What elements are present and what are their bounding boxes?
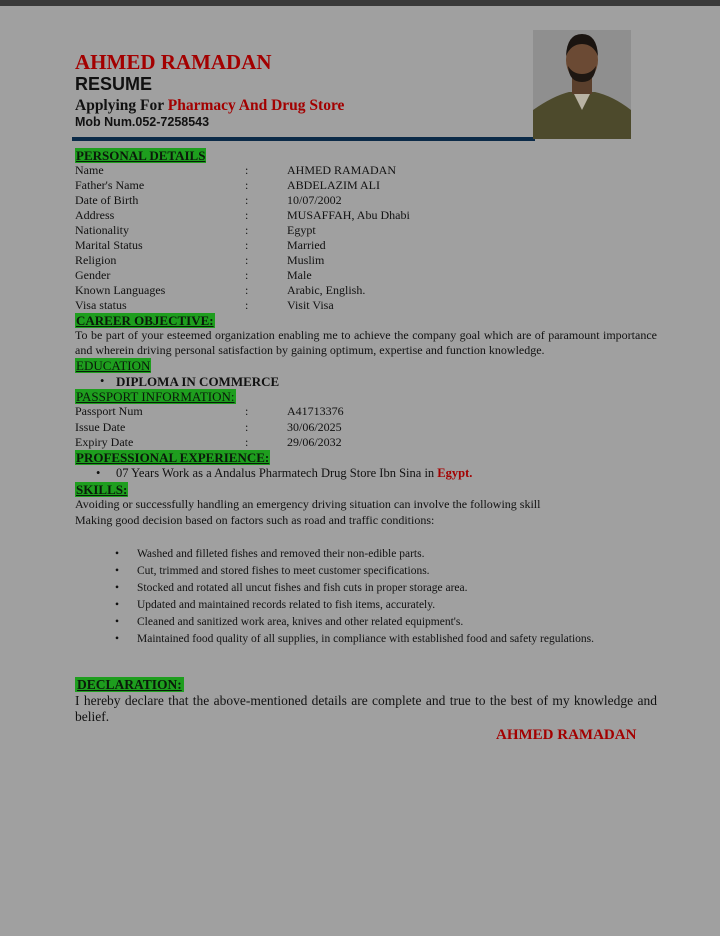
personal-detail-row xyxy=(75,253,635,268)
field-label: Passport Num xyxy=(75,404,143,418)
declaration-heading: DECLARATION: xyxy=(77,677,182,692)
field-separator: : xyxy=(245,208,249,222)
field-separator: : xyxy=(245,404,249,418)
profile-photo xyxy=(533,30,631,139)
skill-item: • Maintained food quality of all supplies, in compliance with established food and safety regulations. xyxy=(115,632,627,647)
field-separator: : xyxy=(245,268,249,282)
experience-item xyxy=(116,466,472,481)
personal-detail-row xyxy=(75,193,635,208)
personal-detail-row xyxy=(75,238,635,253)
resume-title: RESUME xyxy=(75,74,153,94)
personal-detail-row xyxy=(75,283,635,298)
applying-prefix: Applying For xyxy=(75,97,168,114)
passport-heading: PASSPORT INFORMATION: xyxy=(76,389,235,404)
field-value: 10/07/2002 xyxy=(287,193,342,207)
passport-row xyxy=(75,435,635,450)
skill-item: • Cleaned and sanitized work area, knives and other related equipment's. xyxy=(115,615,627,630)
field-label: Religion xyxy=(75,253,117,267)
signature-name: AHMED RAMADAN xyxy=(496,727,637,743)
candidate-name: AHMED RAMADAN xyxy=(75,50,272,74)
field-value: Arabic, English. xyxy=(287,283,366,297)
field-value: Visit Visa xyxy=(287,298,334,312)
field-label: Date of Birth xyxy=(75,193,139,207)
field-label: Visa status xyxy=(75,298,127,312)
personal-detail-row xyxy=(75,208,635,223)
field-separator: : xyxy=(245,253,249,267)
applying-for xyxy=(75,97,344,115)
field-value: 30/06/2025 xyxy=(287,419,342,434)
experience-heading: PROFESSIONAL EXPERIENCE: xyxy=(76,450,270,465)
education-item: DIPLOMA IN COMMERCE xyxy=(116,374,280,389)
bullet-icon: • xyxy=(96,466,101,480)
field-separator: : xyxy=(245,298,249,312)
skills-heading: SKILLS: xyxy=(76,482,128,497)
field-separator: : xyxy=(245,435,249,449)
field-value: MUSAFFAH, Abu Dhabi xyxy=(287,208,410,222)
passport-row xyxy=(75,420,635,435)
skill-item: • Updated and maintained records related to fish items, accurately. xyxy=(115,598,627,613)
personal-detail-row xyxy=(75,178,635,193)
skill-item: • Cut, trimmed and stored fishes to meet customer specifications. xyxy=(115,564,627,579)
field-value: A41713376 xyxy=(287,404,344,418)
bullet-icon: • xyxy=(100,374,105,388)
field-label: Marital Status xyxy=(75,238,143,252)
field-separator: : xyxy=(245,163,249,177)
education-heading: EDUCATION xyxy=(76,358,151,373)
career-objective-text: To be part of your esteemed organization enabling me to achieve the company goal which are of paramount importance and wherein driving personal satisfaction by gaining optimum, expertise and function knowledge. xyxy=(75,328,657,357)
skill-item: • Stocked and rotated all uncut fishes and fish cuts in proper storage area. xyxy=(115,581,627,596)
top-bar xyxy=(0,0,720,6)
field-separator: : xyxy=(245,178,249,192)
field-label: Father's Name xyxy=(75,178,145,192)
personal-details-heading: PERSONAL DETAILS xyxy=(76,148,206,163)
mobile-number: Mob Num.052-7258543 xyxy=(75,115,210,129)
declaration-text: I hereby declare that the above-mentioned details are complete and true to the best of my knowledge and belief. xyxy=(75,693,657,724)
header-divider xyxy=(72,137,535,141)
personal-detail-row xyxy=(75,268,635,283)
field-separator: : xyxy=(245,193,249,207)
field-label: Gender xyxy=(75,268,111,282)
field-separator: : xyxy=(245,283,249,297)
field-value: Male xyxy=(287,268,312,282)
experience-place: Egypt. xyxy=(437,466,473,480)
field-label: Address xyxy=(75,208,115,222)
field-separator: : xyxy=(245,238,249,252)
field-value: AHMED RAMADAN xyxy=(287,163,397,177)
field-separator: : xyxy=(245,223,249,237)
field-label: Known Languages xyxy=(75,283,166,297)
experience-text: 07 Years Work as a Andalus Pharmatech Drug Store Ibn Sina in xyxy=(116,466,438,480)
field-value: Muslim xyxy=(287,253,325,267)
field-value: Egypt xyxy=(287,223,316,237)
personal-detail-row xyxy=(75,163,635,178)
field-value: Married xyxy=(287,238,326,252)
skills-intro-1: Avoiding or successfully handling an emergency driving situation can involve the following skill xyxy=(75,497,541,511)
personal-detail-row xyxy=(75,298,635,313)
skill-item: • Washed and filleted fishes and removed their non-edible parts. xyxy=(115,547,627,562)
field-label: Nationality xyxy=(75,223,129,237)
passport-row xyxy=(75,404,635,419)
field-label: Expiry Date xyxy=(75,435,134,449)
applying-position: Pharmacy And Drug Store xyxy=(167,97,345,114)
field-value: ABDELAZIM ALI xyxy=(287,178,380,192)
personal-detail-row xyxy=(75,223,635,238)
career-objective-heading: CAREER OBJECTIVE: xyxy=(76,313,214,328)
field-label: Issue Date xyxy=(75,419,126,434)
field-separator: : xyxy=(245,419,249,434)
skills-intro-2: Making good decision based on factors such as road and traffic conditions: xyxy=(75,513,435,527)
field-label: Name xyxy=(75,163,104,177)
field-value: 29/06/2032 xyxy=(287,435,342,449)
